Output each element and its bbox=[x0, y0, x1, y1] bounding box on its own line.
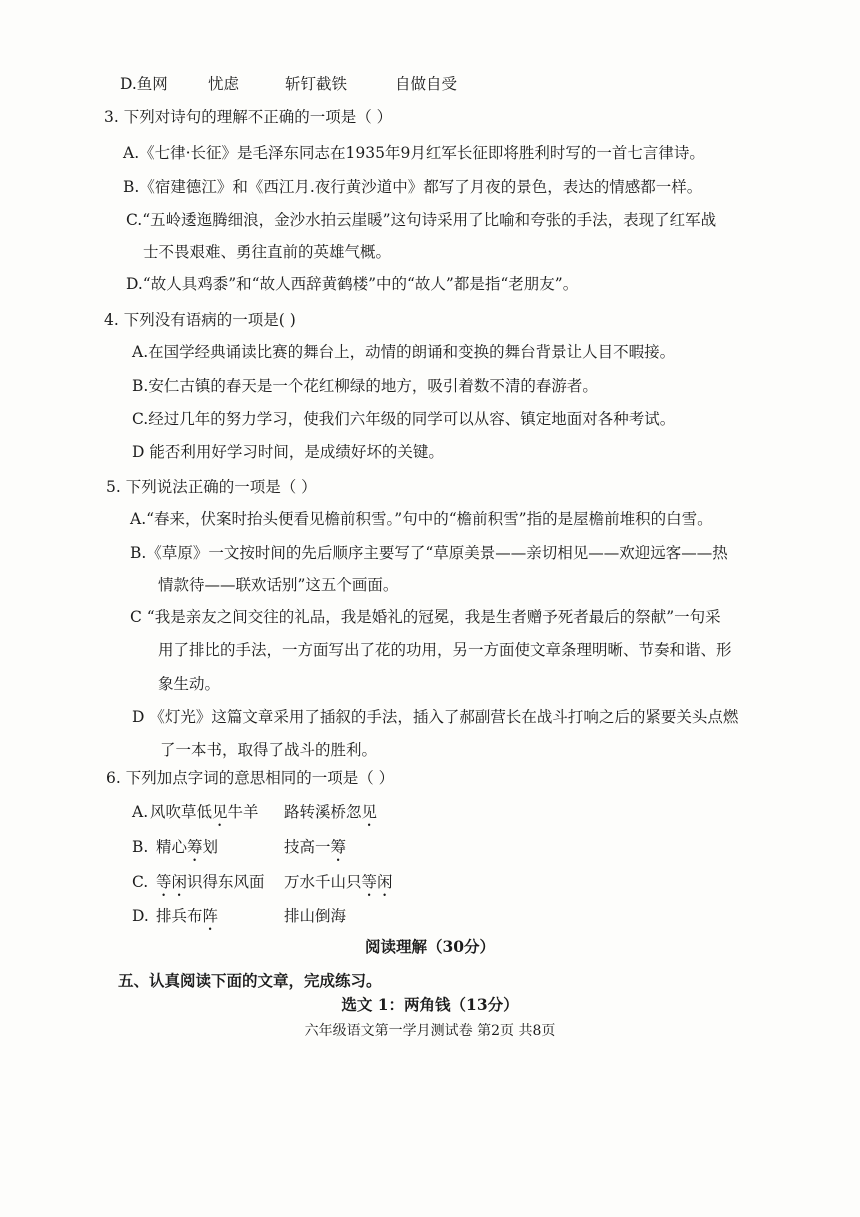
emphasis-dot-word: 等闲 bbox=[361, 873, 393, 891]
q5-option-b-line2: 情款待——联欢话别”这五个画面。 bbox=[158, 576, 399, 594]
q2-option-d bbox=[120, 73, 540, 95]
q6-a-left: 风吹草低见牛羊 bbox=[150, 803, 259, 821]
q5-option-b-line1: B.《草原》一文按时间的先后顺序主要写了“草原美景——亲切相见——欢迎远客——热 bbox=[130, 544, 728, 562]
q4-stem: 4. 下列没有语病的一项是( ) bbox=[104, 311, 296, 329]
section-five-instruction: 五、认真阅读下面的文章，完成练习。 bbox=[118, 971, 382, 990]
q2-d-word2: 斩钉截铁 bbox=[285, 75, 348, 93]
emphasis-dot-word: 见 bbox=[212, 803, 228, 821]
q5-option-c-line3: 象生动。 bbox=[158, 675, 221, 693]
emphasis-dot-word: 阵 bbox=[202, 907, 219, 925]
q3-stem: 3. 下列对诗句的理解不正确的一项是（ ） bbox=[104, 108, 393, 126]
q6-d-right: 排山倒海 bbox=[284, 907, 347, 925]
q2-d-label: D.鱼网 bbox=[120, 75, 168, 93]
emphasis-dot-word: 筹 bbox=[330, 838, 347, 856]
q3-option-c-line1: C.“五岭逶迤腾细浪，金沙水拍云崖暖”这句诗采用了比喻和夸张的手法，表现了红军战 bbox=[126, 211, 717, 229]
q6-stem: 6. 下列加点字词的意思相同的一项是（ ） bbox=[106, 769, 395, 787]
q2-d-word1: 忧虑 bbox=[208, 75, 240, 93]
q6-c-right: 万水千山只等闲 bbox=[284, 873, 393, 891]
q6-option-b bbox=[132, 836, 432, 860]
q6-b-left: 精心筹划 bbox=[156, 838, 219, 856]
q4-option-a: A.在国学经典诵读比赛的舞台上，动情的朗诵和变换的舞台背景让人目不暇接。 bbox=[132, 343, 676, 361]
q6-c-left: 等闲识得东风面 bbox=[156, 873, 265, 891]
q3-option-a: A.《七律·长征》是毛泽东同志在1935年9月红军长征即将胜利时写的一首七言律诗。 bbox=[123, 144, 705, 162]
q5-option-d-line1: D 《灯光》这篇文章采用了插叙的手法，插入了郝副营长在战斗打响之后的紧要关头点燃 bbox=[132, 708, 739, 726]
q3-option-b: B.《宿建德江》和《西江月.夜行黄沙道中》都写了月夜的景色，表达的情感都一样。 bbox=[123, 178, 703, 196]
q6-b-right: 技高一筹 bbox=[284, 838, 347, 856]
q6-option-d bbox=[132, 905, 432, 929]
q4-option-d: D 能否利用好学习时间，是成绩好坏的关键。 bbox=[132, 443, 444, 461]
emphasis-dot-word: 见 bbox=[361, 803, 378, 821]
q4-option-c: C.经过几年的努力学习，使我们六年级的同学可以从容、镇定地面对各种考试。 bbox=[132, 410, 676, 428]
q6-c-label: C. bbox=[132, 873, 149, 891]
q3-option-d: D.“故人具鸡黍”和“故人西辞黄鹤楼”中的“故人”都是指“老朋友”。 bbox=[126, 275, 579, 293]
q2-d-word3: 自做自受 bbox=[395, 75, 458, 93]
emphasis-dot-word: 筹 bbox=[187, 838, 203, 856]
q6-a-right: 路转溪桥忽见 bbox=[284, 803, 378, 821]
q5-option-d-line2: 了一本书，取得了战斗的胜利。 bbox=[160, 741, 378, 759]
q5-option-c-line2: 用了排比的手法，一方面写出了花的功用，另一方面使文章条理明晰、节奏和谐、形 bbox=[158, 641, 732, 659]
q6-option-c bbox=[132, 871, 452, 895]
q6-option-a bbox=[132, 801, 432, 825]
q5-option-c-line1: C “我是亲友之间交往的礼品，我是婚礼的冠冕，我是生者赠予死者最后的祭献”一句采 bbox=[130, 608, 721, 626]
page-footer: 六年级语文第一学月测试卷 第2页 共8页 bbox=[304, 1023, 556, 1039]
emphasis-dot-word: 等闲 bbox=[156, 873, 188, 891]
q6-a-label: A. bbox=[132, 803, 149, 821]
passage-title: 选文 1：两角钱（13分） bbox=[341, 995, 519, 1014]
q4-option-b: B.安仁古镇的春天是一个花红柳绿的地方，吸引着数不清的春游者。 bbox=[132, 377, 598, 395]
q6-d-label: D. bbox=[132, 907, 149, 925]
q6-b-label: B. bbox=[132, 838, 149, 856]
q5-option-a: A.“春来，伏案时抬头便看见檐前积雪。”句中的“檐前积雪”指的是屋檐前堆积的白雪。 bbox=[130, 510, 713, 528]
q5-stem: 5. 下列说法正确的一项是（ ） bbox=[106, 478, 317, 496]
reading-heading: 阅读理解（30分） bbox=[364, 937, 496, 956]
q3-option-c-line2: 士不畏艰难、勇往直前的英雄气概。 bbox=[143, 243, 392, 261]
q6-d-left: 排兵布阵 bbox=[156, 907, 219, 925]
